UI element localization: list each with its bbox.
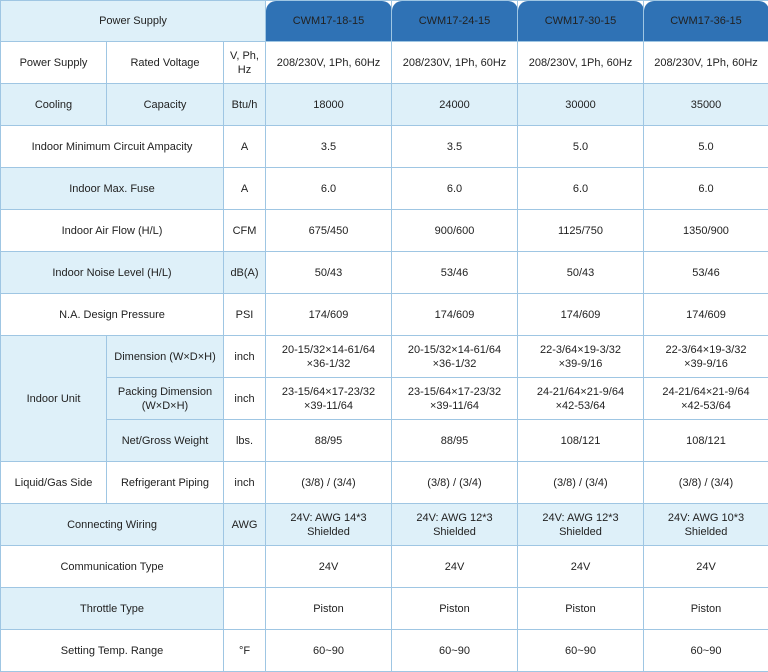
table-cell xyxy=(392,378,518,420)
table-cell: 24V: AWG 10*3 Shielded xyxy=(644,504,768,546)
row-unit: A xyxy=(224,168,266,210)
cell-line: ×39-11/64 xyxy=(430,400,479,412)
cell-line: ×36-1/32 xyxy=(307,358,351,370)
row-unit: A xyxy=(224,126,266,168)
cell-line: 24-21/64×21-9/64 xyxy=(662,386,749,398)
table-cell: Piston xyxy=(518,588,644,630)
cell-line: 22-3/64×19-3/32 xyxy=(540,344,621,356)
row-label: N.A. Design Pressure xyxy=(1,294,224,336)
row-unit: dB(A) xyxy=(224,252,266,294)
table-row xyxy=(1,210,768,252)
table-cell: 900/600 xyxy=(392,210,518,252)
table-cell: (3/8) / (3/4) xyxy=(644,462,768,504)
cell-line: ×39-9/16 xyxy=(559,358,603,370)
table-cell: 108/121 xyxy=(644,420,768,462)
model-header: CWM17-36-15 xyxy=(644,1,768,42)
table-cell: 208/230V, 1Ph, 60Hz xyxy=(644,42,768,84)
table-row xyxy=(1,630,768,672)
header-row xyxy=(1,1,768,42)
row-label: Connecting Wiring xyxy=(1,504,224,546)
table-cell: (3/8) / (3/4) xyxy=(266,462,392,504)
row-unit: AWG xyxy=(224,504,266,546)
cell-line: 23-15/64×17-23/32 xyxy=(282,386,375,398)
table-cell: 174/609 xyxy=(644,294,768,336)
table-cell: 6.0 xyxy=(644,168,768,210)
row-unit: inch xyxy=(224,378,266,420)
table-row xyxy=(1,462,768,504)
table-cell: 24V: AWG 12*3 Shielded xyxy=(392,504,518,546)
table-cell xyxy=(266,378,392,420)
table-cell: 6.0 xyxy=(392,168,518,210)
table-row xyxy=(1,420,768,462)
table-cell: 60~90 xyxy=(392,630,518,672)
table-row xyxy=(1,126,768,168)
table-cell: 35000 xyxy=(644,84,768,126)
table-cell: 60~90 xyxy=(266,630,392,672)
table-cell: (3/8) / (3/4) xyxy=(392,462,518,504)
row-unit xyxy=(224,546,266,588)
table-cell xyxy=(518,378,644,420)
row-label: Indoor Air Flow (H/L) xyxy=(1,210,224,252)
table-row xyxy=(1,336,768,378)
table-cell: 174/609 xyxy=(392,294,518,336)
row-unit: °F xyxy=(224,630,266,672)
table-cell: Piston xyxy=(644,588,768,630)
table-cell: 24V xyxy=(392,546,518,588)
header-corner-label: Power Supply xyxy=(1,1,266,42)
table-cell: 6.0 xyxy=(266,168,392,210)
cell-line: 23-15/64×17-23/32 xyxy=(408,386,501,398)
row-label: Throttle Type xyxy=(1,588,224,630)
row-label: Setting Temp. Range xyxy=(1,630,224,672)
cell-line: ×42-53/64 xyxy=(681,400,731,412)
sublabel-line: Packing Dimension xyxy=(118,386,212,398)
row-unit: CFM xyxy=(224,210,266,252)
table-cell: (3/8) / (3/4) xyxy=(518,462,644,504)
row-sublabel: Refrigerant Piping xyxy=(107,462,224,504)
table-cell: Piston xyxy=(266,588,392,630)
table-row xyxy=(1,42,768,84)
table-cell: 24V: AWG 14*3 Shielded xyxy=(266,504,392,546)
table-cell: 1350/900 xyxy=(644,210,768,252)
table-cell: 3.5 xyxy=(266,126,392,168)
cell-line: 20-15/32×14-61/64 xyxy=(408,344,501,356)
row-sublabel: Dimension (W×D×H) xyxy=(107,336,224,378)
row-unit: inch xyxy=(224,462,266,504)
row-label: Indoor Unit xyxy=(1,336,107,462)
table-cell: 3.5 xyxy=(392,126,518,168)
row-label: Cooling xyxy=(1,84,107,126)
table-cell: 50/43 xyxy=(518,252,644,294)
table-cell: 50/43 xyxy=(266,252,392,294)
cell-line: ×39-11/64 xyxy=(304,400,353,412)
table-cell xyxy=(266,336,392,378)
table-cell: 174/609 xyxy=(518,294,644,336)
row-label: Liquid/Gas Side xyxy=(1,462,107,504)
row-sublabel: Capacity xyxy=(107,84,224,126)
cell-line: ×36-1/32 xyxy=(433,358,477,370)
row-unit: lbs. xyxy=(224,420,266,462)
cell-line: 20-15/32×14-61/64 xyxy=(282,344,375,356)
row-unit: Btu/h xyxy=(224,84,266,126)
row-unit: inch xyxy=(224,336,266,378)
table-cell xyxy=(518,336,644,378)
table-cell: 88/95 xyxy=(266,420,392,462)
table-cell: 24V xyxy=(266,546,392,588)
table-cell: Piston xyxy=(392,588,518,630)
table-cell: 60~90 xyxy=(644,630,768,672)
table-cell: 208/230V, 1Ph, 60Hz xyxy=(518,42,644,84)
table-cell xyxy=(644,336,768,378)
table-cell: 24V xyxy=(518,546,644,588)
cell-line: 24-21/64×21-9/64 xyxy=(537,386,624,398)
row-label: Indoor Max. Fuse xyxy=(1,168,224,210)
table-cell: 5.0 xyxy=(518,126,644,168)
row-unit xyxy=(224,588,266,630)
row-label: Power Supply xyxy=(1,42,107,84)
row-sublabel xyxy=(107,378,224,420)
table-row xyxy=(1,546,768,588)
table-cell: 53/46 xyxy=(644,252,768,294)
row-sublabel: Net/Gross Weight xyxy=(107,420,224,462)
table-cell: 88/95 xyxy=(392,420,518,462)
table-cell: 53/46 xyxy=(392,252,518,294)
table-cell: 5.0 xyxy=(644,126,768,168)
cell-line: ×42-53/64 xyxy=(556,400,606,412)
cell-line: ×39-9/16 xyxy=(684,358,728,370)
model-header: CWM17-24-15 xyxy=(392,1,518,42)
table-cell: 6.0 xyxy=(518,168,644,210)
row-unit: V, Ph, Hz xyxy=(224,42,266,84)
row-label: Indoor Minimum Circuit Ampacity xyxy=(1,126,224,168)
table-cell: 24V: AWG 12*3 Shielded xyxy=(518,504,644,546)
table-row xyxy=(1,504,768,546)
row-unit: PSI xyxy=(224,294,266,336)
table-row xyxy=(1,168,768,210)
cell-line: 22-3/64×19-3/32 xyxy=(665,344,746,356)
table-row xyxy=(1,588,768,630)
table-row xyxy=(1,252,768,294)
table-cell: 24000 xyxy=(392,84,518,126)
table-cell: 24V xyxy=(644,546,768,588)
table-cell: 174/609 xyxy=(266,294,392,336)
table-cell: 208/230V, 1Ph, 60Hz xyxy=(266,42,392,84)
table-row xyxy=(1,294,768,336)
table-row xyxy=(1,378,768,420)
table-cell xyxy=(644,378,768,420)
model-header: CWM17-18-15 xyxy=(266,1,392,42)
row-label: Communication Type xyxy=(1,546,224,588)
row-sublabel: Rated Voltage xyxy=(107,42,224,84)
sublabel-line: (W×D×H) xyxy=(142,400,188,412)
table-row xyxy=(1,84,768,126)
table-cell: 18000 xyxy=(266,84,392,126)
table-cell: 30000 xyxy=(518,84,644,126)
table-cell: 208/230V, 1Ph, 60Hz xyxy=(392,42,518,84)
table-cell: 60~90 xyxy=(518,630,644,672)
row-label: Indoor Noise Level (H/L) xyxy=(1,252,224,294)
model-header: CWM17-30-15 xyxy=(518,1,644,42)
table-cell: 675/450 xyxy=(266,210,392,252)
table-cell: 1125/750 xyxy=(518,210,644,252)
table-cell xyxy=(392,336,518,378)
table-cell: 108/121 xyxy=(518,420,644,462)
